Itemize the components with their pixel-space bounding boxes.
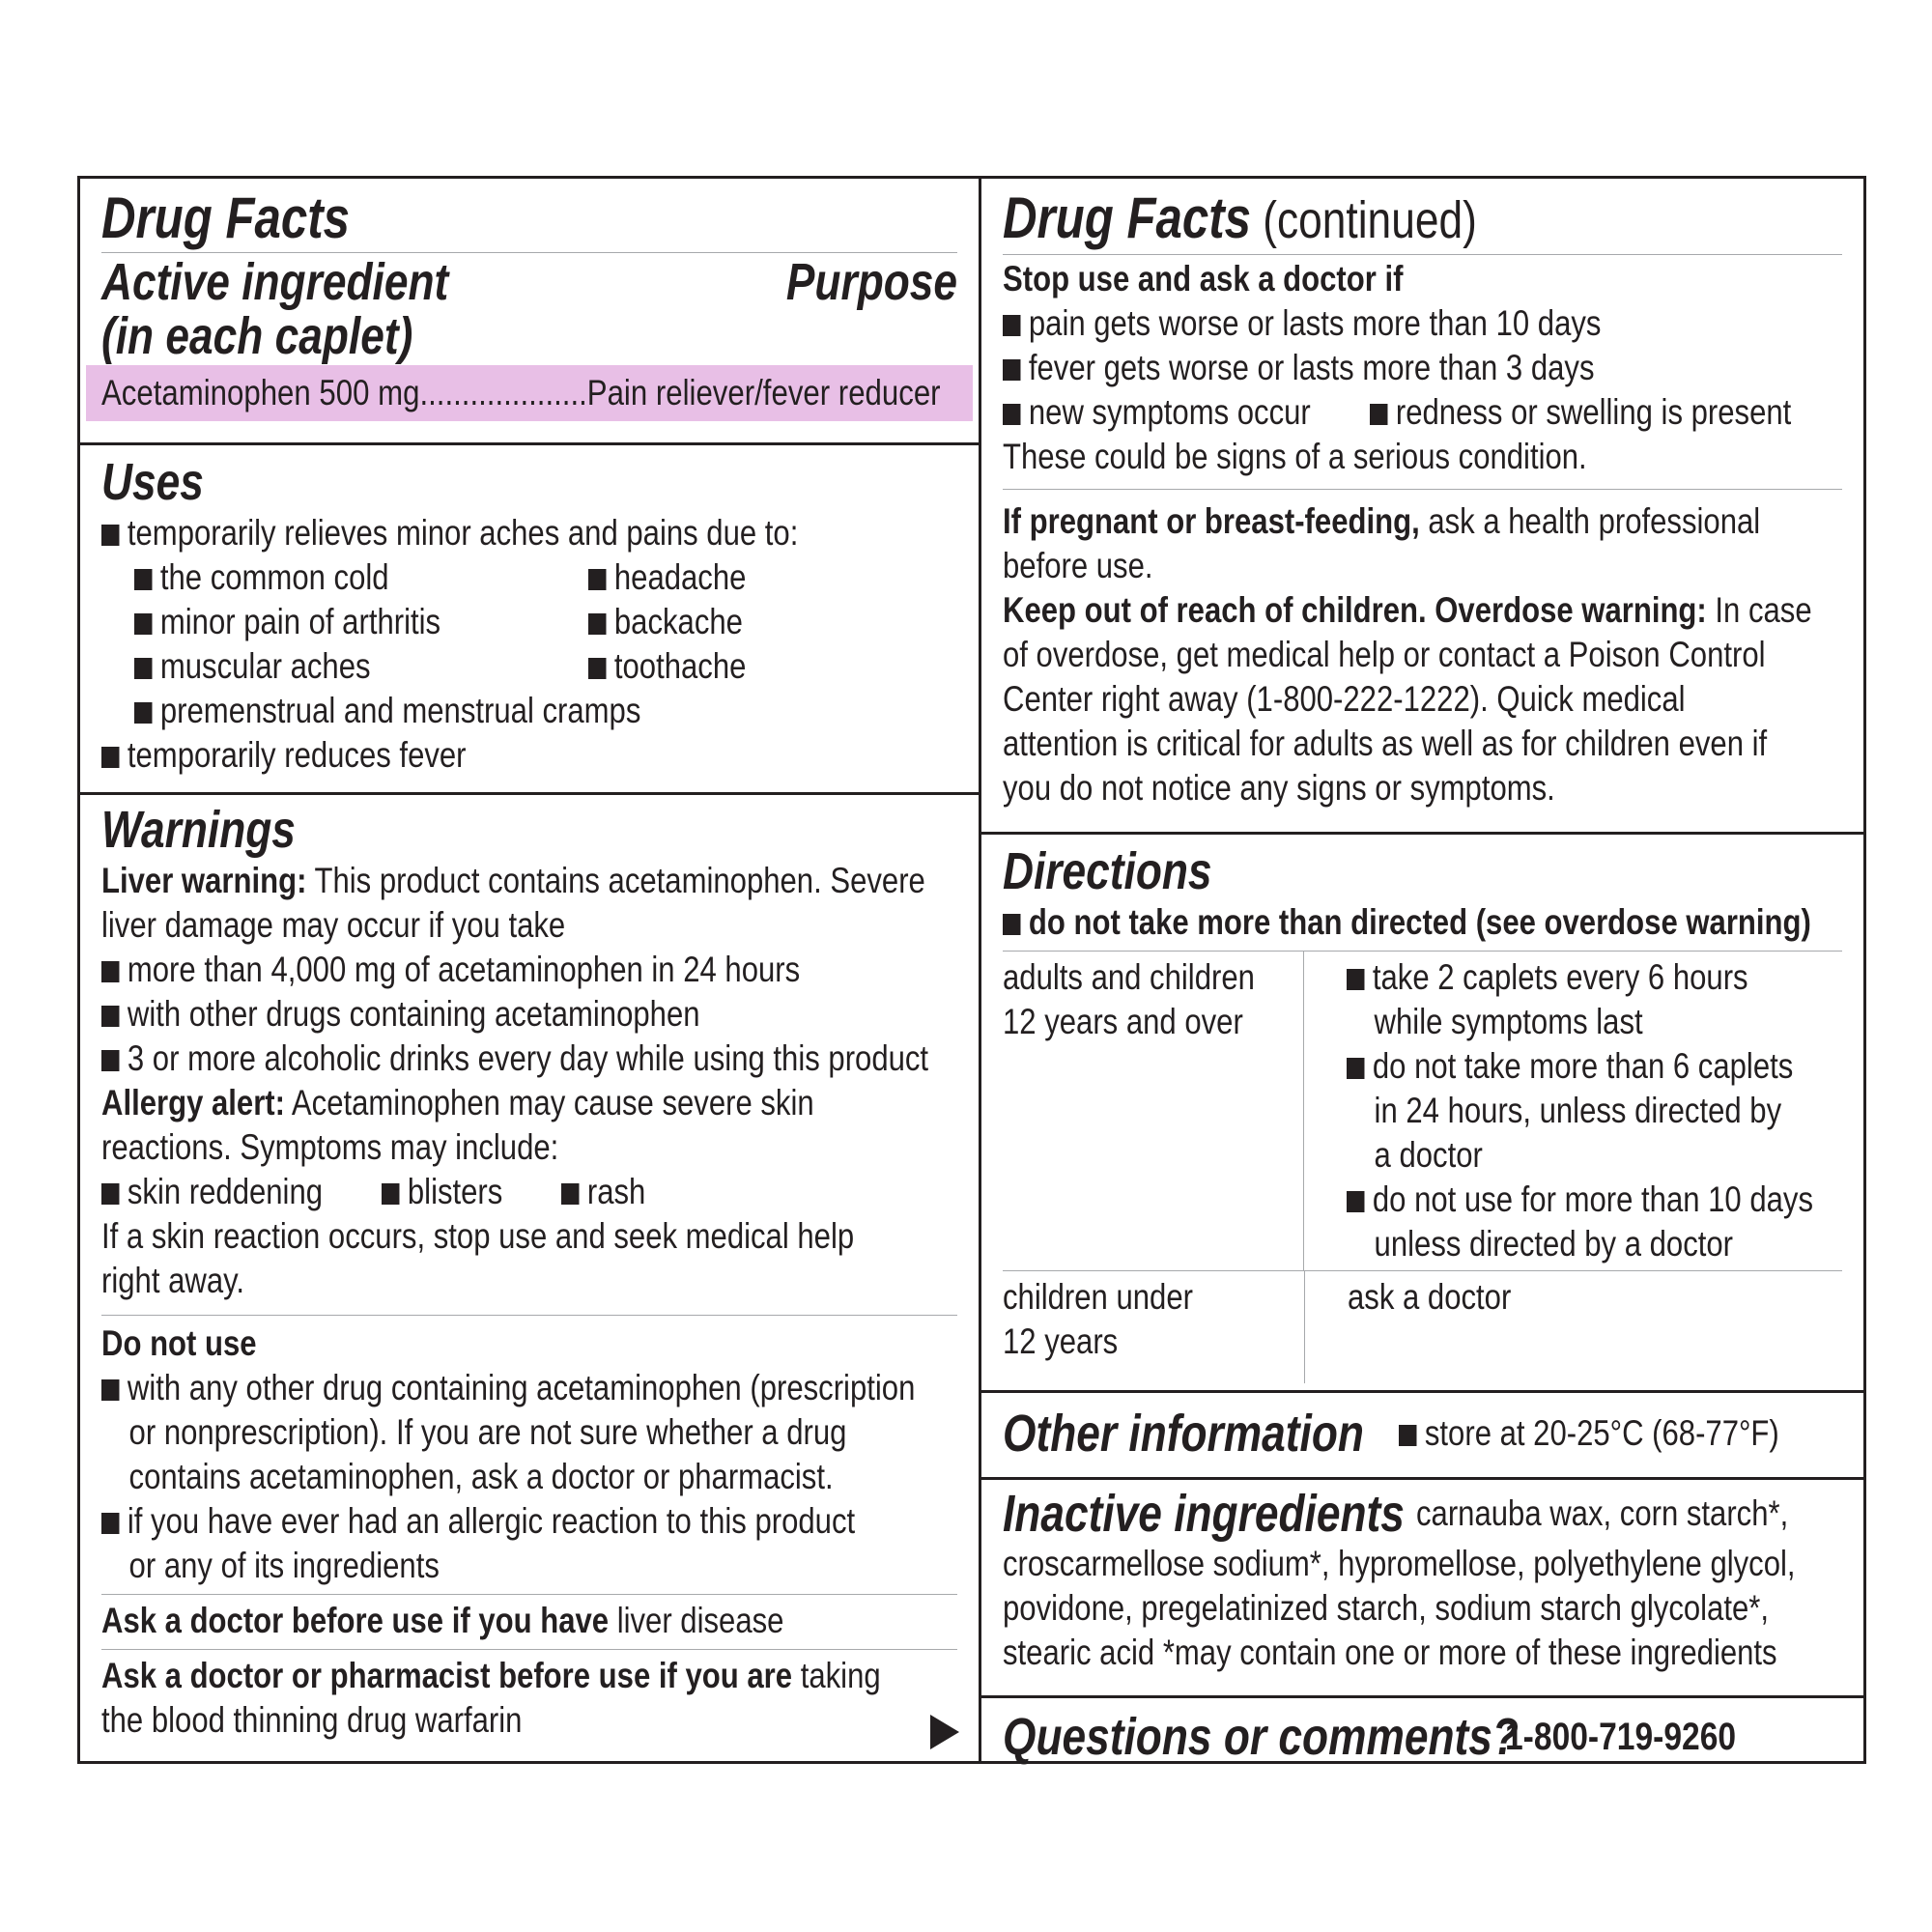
stop-item-2: fever gets worse or lasts more than 3 days (1003, 346, 1708, 390)
stop-item-4: redness or swelling is present (1370, 390, 1791, 435)
bullet-square-icon (101, 1513, 119, 1534)
inactive-line-4: stearic acid *may contain one or more of these ingredients (1003, 1633, 1777, 1672)
bullet-square-icon (1347, 1058, 1364, 1079)
allergy-alert-line-2: reactions. Symptoms may include: (101, 1127, 559, 1167)
active-ingredient-section (80, 185, 979, 445)
questions-heading: Questions or comments? (1003, 1708, 1519, 1766)
adult-dir-2-line-2: in 24 hours, unless directed by (1374, 1091, 1781, 1130)
active-ingredient-heading: Active ingredient (101, 253, 449, 311)
dnu-item-2-line-1: if you have ever had an allergic reaction to this product (101, 1499, 820, 1544)
pregnant-keep-block (1003, 489, 1842, 810)
directions-section (981, 835, 1863, 1393)
adult-dir-1-line-1: take 2 caplets every 6 hours (1347, 955, 1813, 1000)
ask-pharmacist-line-2: the blood thinning drug warfarin (101, 1700, 523, 1740)
pregnant-line-2: before use. (1003, 546, 1153, 585)
warnings-heading: Warnings (101, 801, 296, 859)
warnings-section (80, 795, 979, 1767)
ingredient-highlight (86, 365, 973, 421)
bullet-square-icon (1370, 404, 1387, 425)
allergy-item-blisters: blisters (382, 1170, 532, 1214)
bullet-square-icon (588, 613, 606, 635)
ingredient-line: Acetaminophen 500 mg....................Pain reliever/fever reducer (101, 373, 941, 412)
bullet-square-icon (101, 1050, 119, 1071)
stop-item-3: new symptoms occur (1003, 390, 1311, 435)
storage-item: store at 20-25°C (68-77°F) (1399, 1411, 1779, 1456)
directions-top-item: do not take more than directed (see overdose warning) (1003, 900, 1708, 945)
liver-item-2: with other drugs containing acetaminophen (101, 992, 820, 1037)
bullet-square-icon (101, 1006, 119, 1027)
bullet-square-icon (1003, 914, 1020, 935)
directions-row-adults (1003, 951, 1842, 1270)
use-backache: backache (588, 600, 743, 644)
continued-section (981, 185, 1863, 835)
bullet-square-icon (101, 961, 119, 982)
liver-warning-line-2: liver damage may occur if you take (101, 905, 566, 945)
allergy-item-rash: rash (561, 1170, 645, 1214)
children-direction: ask a doctor (1348, 1277, 1512, 1317)
inactive-ingredients-section (981, 1480, 1863, 1698)
use-arthritis: minor pain of arthritis (134, 600, 516, 644)
liver-item-1: more than 4,000 mg of acetaminophen in 24 hours (101, 948, 820, 992)
do-not-use-heading: Do not use (101, 1323, 257, 1363)
bullet-square-icon (1347, 969, 1364, 990)
adult-dir-3-line-2: unless directed by a doctor (1374, 1224, 1733, 1264)
ask-doctor-line: Ask a doctor before use if you have liver disease (101, 1601, 784, 1640)
use-common-cold: the common cold (134, 555, 516, 600)
bullet-square-icon (588, 569, 606, 590)
uses-section (80, 445, 979, 795)
ask-pharmacist-block (101, 1649, 957, 1743)
children-label-2: 12 years (1003, 1321, 1119, 1361)
dnu-item-2-line-2: or any of its ingredients (128, 1546, 440, 1585)
bullet-square-icon (101, 1379, 119, 1401)
liver-item-3: 3 or more alcoholic drinks every day while using this product (101, 1037, 820, 1081)
stop-use-heading: Stop use and ask a doctor if (1003, 259, 1404, 298)
use-toothache: toothache (588, 644, 746, 689)
bullet-square-icon (101, 525, 119, 546)
right-column (981, 179, 1863, 1766)
directions-heading: Directions (1003, 842, 1212, 900)
uses-item-2: temporarily reduces fever (101, 733, 820, 778)
bullet-square-icon (1003, 359, 1020, 381)
adult-dir-1-line-2: while symptoms last (1374, 1002, 1643, 1041)
drug-facts-title: Drug Facts (101, 185, 350, 250)
continue-arrow-icon (930, 1715, 959, 1749)
bullet-square-icon (561, 1183, 579, 1205)
drug-facts-panel (77, 176, 1866, 1764)
overdose-line-2: of overdose, get medical help or contact a Poison Control (1003, 635, 1766, 674)
stop-note: These could be signs of a serious condition. (1003, 437, 1587, 476)
bullet-square-icon (1347, 1191, 1364, 1212)
bullet-square-icon (1003, 315, 1020, 336)
dnu-item-1-line-3: contains acetaminophen, ask a doctor or pharmacist. (128, 1457, 834, 1496)
pregnant-line-1: If pregnant or breast-feeding, ask a health professional (1003, 501, 1761, 541)
bullet-square-icon (101, 1183, 119, 1205)
bullet-square-icon (382, 1183, 399, 1205)
inactive-line-1: carnauba wax, corn starch*, (1416, 1493, 1789, 1533)
allergy-alert-line-1: Allergy alert: Acetaminophen may cause severe skin (101, 1083, 814, 1122)
other-information-heading: Other information (1003, 1405, 1364, 1463)
other-information-section (981, 1393, 1863, 1480)
dnu-item-1-line-1: with any other drug containing acetaminophen (prescription (101, 1366, 820, 1410)
bullet-square-icon (134, 702, 152, 724)
inactive-ingredients-heading: Inactive ingredients (1003, 1485, 1405, 1543)
skin-reaction-line-2: right away. (101, 1261, 244, 1300)
use-headache: headache (588, 555, 746, 600)
left-column (80, 179, 981, 1761)
questions-phone: 1-800-719-9260 (1505, 1716, 1737, 1758)
skin-reaction-line-1: If a skin reaction occurs, stop use and seek medical help (101, 1216, 855, 1256)
bullet-square-icon (134, 613, 152, 635)
questions-section (981, 1698, 1863, 1770)
allergy-item-skin-reddening: skin reddening (101, 1170, 337, 1214)
keep-out-line-1: Keep out of reach of children. Overdose warning: In case (1003, 590, 1812, 630)
bullet-square-icon (134, 569, 152, 590)
children-label-1: children under (1003, 1277, 1193, 1317)
adults-label-1: adults and children (1003, 957, 1255, 997)
uses-heading: Uses (101, 453, 204, 511)
ask-pharmacist-line-1: Ask a doctor or pharmacist before use if you are taking (101, 1656, 881, 1695)
overdose-line-3: Center right away (1-800-222-1222). Quick medical (1003, 679, 1686, 719)
use-cramps: premenstrual and menstrual cramps (134, 689, 826, 733)
liver-warning-line-1: Liver warning: This product contains acetaminophen. Severe (101, 861, 925, 900)
active-ingredient-subheading: (in each caplet) (101, 307, 413, 365)
bullet-square-icon (134, 658, 152, 679)
overdose-line-5: you do not notice any signs or symptoms. (1003, 768, 1555, 808)
purpose-heading: Purpose (785, 253, 957, 311)
ask-doctor-block (101, 1594, 957, 1649)
stop-item-1: pain gets worse or lasts more than 10 days (1003, 301, 1708, 346)
dnu-item-1-line-2: or nonprescription). If you are not sure whether a drug (128, 1412, 847, 1452)
adult-dir-2-line-1: do not take more than 6 caplets (1347, 1044, 1813, 1089)
drug-facts-continued-title: Drug Facts (continued) (1003, 185, 1477, 250)
overdose-line-4: attention is critical for adults as well as for children even if (1003, 724, 1768, 763)
bullet-square-icon (1003, 404, 1020, 425)
bullet-square-icon (1399, 1425, 1416, 1446)
do-not-use-block (101, 1315, 957, 1594)
adult-dir-2-line-3: a doctor (1374, 1135, 1483, 1175)
uses-item-1: temporarily relieves minor aches and pains due to: (101, 511, 820, 555)
directions-row-children (1003, 1270, 1842, 1383)
use-muscular-aches: muscular aches (134, 644, 516, 689)
inactive-line-3: povidone, pregelatinized starch, sodium starch glycolate*, (1003, 1588, 1769, 1628)
bullet-square-icon (588, 658, 606, 679)
adults-label-2: 12 years and over (1003, 1002, 1243, 1041)
inactive-line-2: croscarmellose sodium*, hypromellose, polyethylene glycol, (1003, 1544, 1796, 1583)
bullet-square-icon (101, 747, 119, 768)
adult-dir-3-line-1: do not use for more than 10 days (1347, 1178, 1813, 1222)
